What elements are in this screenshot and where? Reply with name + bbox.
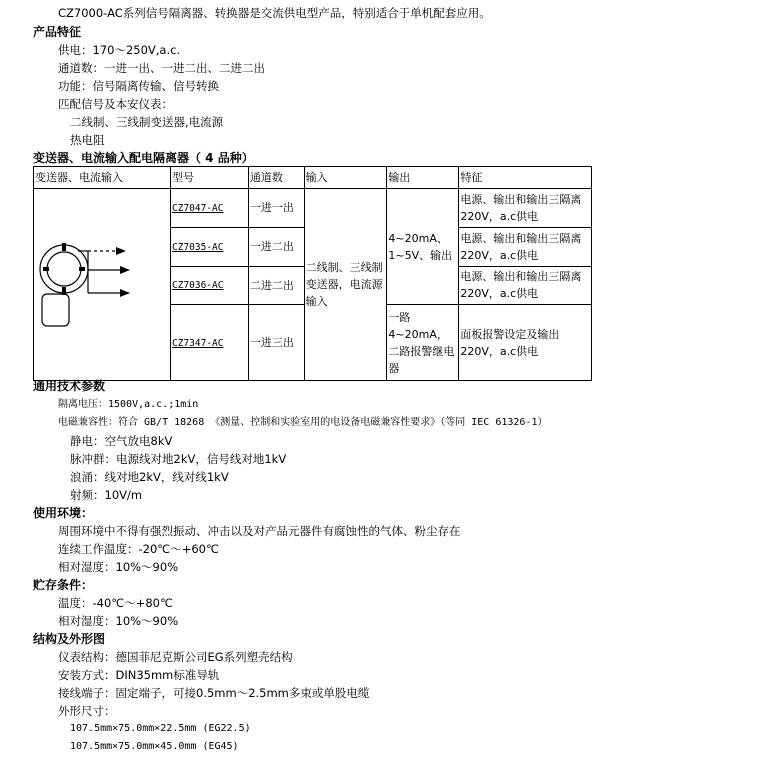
general-rf: 射频：10V/m bbox=[70, 488, 143, 502]
intro-text: CZ7000-AC系列信号隔离器、转换器是交流供电型产品，特别适合于单机配套应用。 bbox=[58, 6, 491, 20]
product-table bbox=[33, 166, 592, 381]
general-heading: 通用技术参数 bbox=[33, 379, 106, 393]
feature-cell: 电源、输出和输出三隔离 220V，a.c供电 bbox=[459, 189, 592, 228]
general-emc: 电磁兼容性：符合 GB/T 18268 《测量、控制和实验室用的电设备电磁兼容性要求》（等同 IEC 61326-1） bbox=[58, 417, 548, 428]
feature-function: 功能：信号隔离传输、信号转换 bbox=[58, 79, 219, 93]
structure-dim-2: 107.5mm×75.0mm×45.0mm (EG45) bbox=[70, 741, 239, 752]
structure-terminal: 接线端子：固定端子，可接0.5mm～2.5mm多束或单股电缆 bbox=[58, 686, 370, 700]
table-row bbox=[34, 189, 592, 228]
general-isolation: 隔离电压：1500V,a.c.;1min bbox=[58, 399, 199, 410]
storage-temp: 温度：-40℃～+80℃ bbox=[58, 596, 173, 610]
general-burst: 脉冲群：电源线对地2kV，信号线对地1kV bbox=[70, 452, 287, 466]
table-title: 变送器、电流输入配电隔离器（ 4 品种） bbox=[33, 151, 254, 165]
structure-mount: 安装方式：DIN35mm标准导轨 bbox=[58, 668, 220, 682]
feature-cell: 面板报警设定及输出220V，a.c供电 bbox=[459, 305, 592, 381]
feature-cell: 电源、输出和输出三隔离 220V，a.c供电 bbox=[459, 266, 592, 305]
model-cell bbox=[171, 227, 249, 266]
feature-match-2: 热电阻 bbox=[70, 133, 105, 147]
model-cell bbox=[171, 189, 249, 228]
feature-cell: 电源、输出和输出三隔离 220V，a.c供电 bbox=[459, 227, 592, 266]
input-cell: 二线制、三线制变送器，电流源输入 bbox=[304, 189, 387, 381]
general-static: 静电：空气放电8kV bbox=[70, 434, 173, 448]
output-cell: 4~20mA、1~5V、输出 bbox=[387, 189, 459, 305]
structure-dims-title: 外形尺寸： bbox=[58, 704, 116, 718]
structure-dim-1: 107.5mm×75.0mm×22.5mm (EG22.5) bbox=[70, 723, 251, 734]
header-transmitter: 变送器、电流输入 bbox=[34, 167, 171, 189]
model-link[interactable]: CZ7035-AC bbox=[172, 241, 224, 253]
header-model: 型号 bbox=[171, 167, 249, 189]
output-cell-alarm: 一路4~20mA，二路报警继电器 bbox=[387, 305, 459, 381]
structure-heading: 结构及外形图 bbox=[33, 632, 106, 646]
channels-cell: 一进三出 bbox=[248, 305, 304, 381]
structure-case: 仪表结构：德国菲尼克斯公司EG系列塑壳结构 bbox=[58, 650, 293, 664]
transmitter-diagram-cell bbox=[34, 189, 171, 381]
header-output: 输出 bbox=[387, 167, 459, 189]
header-channels: 通道数 bbox=[248, 167, 304, 189]
channels-cell: 二进二出 bbox=[248, 266, 304, 305]
env-temp: 连续工作温度：-20℃～+60℃ bbox=[58, 542, 219, 556]
header-feature: 特征 bbox=[459, 167, 592, 189]
feature-match-1: 二线制、三线制变送器,电流源 bbox=[70, 115, 224, 129]
header-input: 输入 bbox=[304, 167, 387, 189]
storage-heading: 贮存条件： bbox=[33, 578, 94, 592]
transmitter-diagram bbox=[34, 189, 170, 375]
storage-humidity: 相对湿度：10%～90% bbox=[58, 614, 179, 628]
features-heading: 产品特征 bbox=[33, 25, 82, 39]
feature-channels: 通道数：一进一出、一进二出、二进二出 bbox=[58, 61, 265, 75]
env-heading: 使用环境： bbox=[33, 506, 94, 520]
env-desc: 周围环境中不得有强烈振动、冲击以及对产品元器件有腐蚀性的气体、粉尘存在 bbox=[58, 524, 461, 538]
model-cell bbox=[171, 266, 249, 305]
feature-power: 供电：170～250V,a.c. bbox=[58, 43, 181, 57]
general-surge: 浪涌：线对地2kV，线对线1kV bbox=[70, 470, 229, 484]
model-link[interactable]: CZ7347-AC bbox=[172, 337, 224, 349]
model-link[interactable]: CZ7047-AC bbox=[172, 202, 224, 214]
env-humidity: 相对湿度：10%～90% bbox=[58, 560, 179, 574]
model-cell bbox=[171, 305, 249, 381]
model-link[interactable]: CZ7036-AC bbox=[172, 280, 224, 292]
channels-cell: 一进一出 bbox=[248, 189, 304, 228]
table-header-row bbox=[34, 167, 592, 189]
feature-match-title: 匹配信号及本安仪表： bbox=[58, 97, 173, 111]
channels-cell: 一进二出 bbox=[248, 227, 304, 266]
